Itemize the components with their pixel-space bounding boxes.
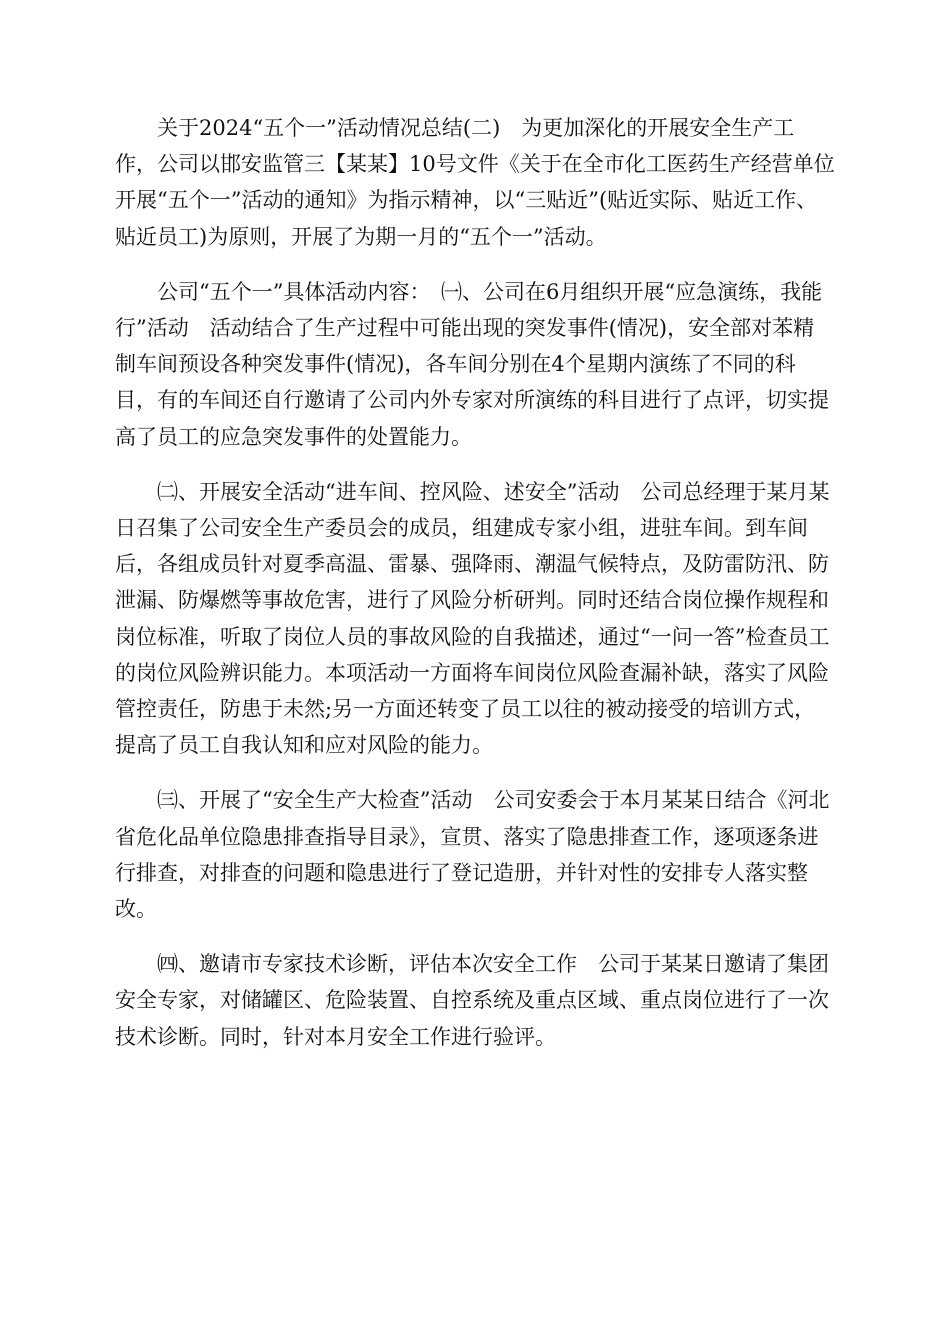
paragraph-activity-3: ㈢、开展了“安全生产大检查”活动 公司安委会于本月某某日结合《河北省危化品单位隐患排查指导目录》，宣贯、落实了隐患排查工作，逐项逐条进行排查，对排查的问题和隐患进行了登记造册，并针对性的安排专人落实整改。 bbox=[115, 788, 830, 922]
paragraph-activity-2: ㈡、开展安全活动“进车间、控风险、述安全”活动 公司总经理于某月某日召集了公司安全生产委员会的成员，组建成专家小组，进驻车间。到车间后，各组成员针对夏季高温、雷暴、强降雨、潮温气候特点，及防雷防汛、防泄漏、防爆燃等事故危害，进行了风险分析研判。同时还结合岗位操作规程和岗位标准，听取了岗位人员的事故风险的自我描述，通过“一问一答”检查员工的岗位风险辨识能力。本项活动一方面将车间岗位风险查漏补缺，落实了风险管控责任，防患于未然;另一方面还转变了员工以往的被动接受的培训方式，提高了员工自我认知和应对风险的能力。 bbox=[115, 479, 830, 758]
paragraph-activity-1: 公司“五个一”具体活动内容： ㈠、公司在6月组织开展“应急演练，我能行”活动 活动结合了生产过程中可能出现的突发事件(情况)，安全部对苯精制车间预设各种突发事件(情况)，各车间分别在4个星期内演练了不同的科目，有的车间还自行邀请了公司内外专家对所演练的科目进行了点评，切实提高了员工的应急突发事件的处置能力。 bbox=[115, 279, 829, 449]
paragraph-intro: 关于2024“五个一”活动情况总结(二) 为更加深化的开展安全生产工作，公司以邯安监管三【某某】10号文件《关于在全市化工医药生产经营单位开展“五个一”活动的通知》为指示精神，以“三贴近”(贴近实际、贴近工作、贴近员工)为原则，开展了为期一月的“五个一”活动。 bbox=[115, 116, 835, 249]
paragraph-activity-4: ㈣、邀请市专家技术诊断，评估本次安全工作 公司于某某日邀请了集团安全专家，对储罐区、危险装置、自控系统及重点区域、重点岗位进行了一次技术诊断。同时，针对本月安全工作进行验评。 bbox=[115, 952, 829, 1049]
